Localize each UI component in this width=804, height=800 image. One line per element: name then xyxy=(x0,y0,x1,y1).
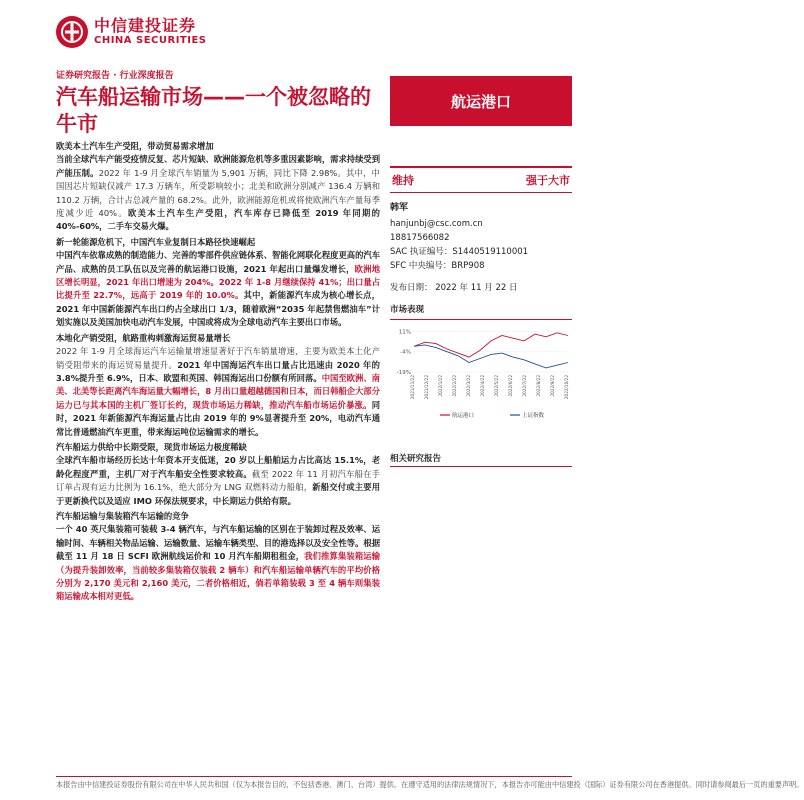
section-1 xyxy=(56,140,380,234)
x-tick-label: 2021/12/22 xyxy=(424,375,429,400)
paragraph-segment: 欧美本土汽车生产受阻，汽车库存已降低至 2019 年同期的 40%-60%，二手车交易火爆。 xyxy=(56,208,380,232)
rating-label: 维持 xyxy=(392,174,414,187)
x-tick-label: 2022/3/22 xyxy=(466,375,471,397)
sidebar xyxy=(390,166,572,419)
series-line xyxy=(414,333,568,357)
section-2 xyxy=(56,236,380,330)
section-paragraph xyxy=(56,345,380,439)
brand-header xyxy=(56,10,207,54)
x-tick-label: 2022/8/22 xyxy=(536,375,541,397)
brand-logo-icon xyxy=(56,16,88,48)
analyst-sac: SAC 执证编号：S1440519110001 xyxy=(390,247,529,257)
brand-name-en: CHINA SECURITIES xyxy=(94,35,207,46)
x-tick-label: 2022/1/22 xyxy=(438,375,443,397)
x-tick-label: 2021/11/22 xyxy=(410,375,415,400)
analyst-sfc: SFC 中央编号：BRP908 xyxy=(390,261,485,271)
report-title: 汽车船运输市场——一个被忽略的牛市 xyxy=(56,85,371,136)
paragraph-segment: 欧洲地区增长明显，2021 年出口增速为 204%。2022 年 1-8 月继续保持 41%；出口量占比提升至 22.7%，远高于 2019 年的 10.0%。 xyxy=(56,263,380,301)
rating-bar xyxy=(390,166,572,193)
paragraph-segment: 新船交付或主要用于更新换代以及适应 IMO 环保法规要求，中长期运力供给有限。 xyxy=(56,482,380,506)
brand-name-cn: 中信建投证券 xyxy=(94,16,197,35)
paragraph-segment: 全球汽车船市场经历长达十年资本开支低迷，20 岁以上船舶运力占比高达 15.1%，老龄化程度严重，主机厂对于汽车船安全性要求较高。 xyxy=(56,455,380,479)
section-paragraph xyxy=(56,454,380,508)
x-tick-label: 2022/10/22 xyxy=(564,375,569,400)
paragraph-segment: 中国汽车依靠成熟的制造能力、完善的零部件供应链体系、智能化网联化程度更高的汽车产品、成熟的员工队伍以及完善的航运港口设施，2021 年起出口量爆发增长， xyxy=(56,250,380,274)
report-body xyxy=(56,140,380,606)
y-tick-label: -4% xyxy=(400,349,411,356)
paragraph-segment: 中国至欧洲、南美、北美等长距离汽车海运量大幅增长，8 月出口量超越德国和日本，而日韩船企大部分运力已与其本国的主机厂签订长约，现货市场运力稀缺，推动汽车船市场运价暴涨。 xyxy=(56,372,380,410)
section-heading: 汽车船运输与集装箱汽车运输的竞争 xyxy=(56,510,189,521)
x-tick-label: 2022/6/22 xyxy=(508,375,513,397)
x-tick-label: 2022/4/22 xyxy=(480,375,485,397)
paragraph-segment: 当前全球汽车产能受疫情反复、芯片短缺、欧洲能源危机等多重因素影响，需求持续受到产能压制。 xyxy=(56,154,380,178)
section-heading: 本地化产销受阻，航路重构刺激海运贸易量增长 xyxy=(56,332,231,343)
section-5 xyxy=(56,510,380,604)
section-paragraph xyxy=(56,523,380,603)
footer-disclaimer: 本报告由中信建投证券股份有限公司在中华人民共和国（仅为本报告目的，不包括香港、澳门、台湾）提供。在遵守适用的法律法规情况下，本报告亦可能由中信建投（国际）证券有限公司在香港提供。同时请参阅最后一页的重要声明。 xyxy=(56,776,572,790)
paragraph-segment: 截至 2022 年 11 月初汽车船在手订单占现有运力比例为 16.1%，绝大部分为 LNG 双燃料动力船舶， xyxy=(56,468,380,493)
analyst-email[interactable]: hanjunbj@csc.com.cn xyxy=(390,219,483,229)
section-heading: 汽车船运力供给中长期受限，现货市场运力极度稀缺 xyxy=(56,441,247,452)
chart-svg xyxy=(390,320,572,420)
y-tick-label: -19% xyxy=(396,370,411,376)
paragraph-segment: 2022 年 1-9 月全球汽车销量为 5,901 万辆，同比下降 2.98%。其中，中国因芯片短缺仅减产 17.3 万辆车，所受影响较小；北美和欧洲分别减产 136.4 万辆和 110.2 万辆，合计占总减产量的 68.2%。此外，欧洲能源危机或将使欧洲汽车产量每季度减少近 40%。 xyxy=(56,167,380,219)
paragraph-segment: 2022 年 1-9 月全球海运汽车运输量增速显著好于汽车销量增速，主要为欧美本土化产销受阻带来的海运贸易量提升。 xyxy=(56,346,380,370)
analyst-info xyxy=(390,201,572,273)
x-tick-label: 2022/5/22 xyxy=(494,375,499,397)
legend-label: 航运港口 xyxy=(452,413,475,419)
market-performance-chart xyxy=(390,319,572,419)
section-paragraph xyxy=(56,249,380,329)
publish-date: 发布日期： 2022 年 11 月 22 日 xyxy=(390,283,518,293)
x-tick-label: 2022/2/22 xyxy=(452,375,457,397)
section-3 xyxy=(56,332,380,439)
paragraph-segment: 一个 40 英尺集装箱可装载 3-4 辆汽车，与汽车船运输的区别在于装卸过程及效率、运输时间、车辆相关物品运输、运输数量、运输车辆类型、目的港选择以及安全性等。根据截至 11 月 18 日 SCFI 欧洲航线运价和 10 月汽车船期租租金， xyxy=(56,524,380,562)
report-type: 证券研究报告 · 行业深度报告 xyxy=(56,71,174,81)
section-paragraph xyxy=(56,153,380,233)
rating-value: 强于大市 xyxy=(526,174,570,187)
analyst-phone: 18817566082 xyxy=(390,233,450,243)
section-4 xyxy=(56,441,380,508)
paragraph-segment: 同时，2021 年新能源汽车海运量占比由 2019 年的 9%显著提升至 20%，电动汽车通常比普通燃油汽车更重，带来海运吨位运输需求的增长。 xyxy=(56,399,380,437)
x-tick-label: 2022/9/22 xyxy=(550,375,555,397)
section-heading: 新一轮能源危机下，中国汽车业复制日本路径快速崛起 xyxy=(56,236,256,247)
analyst-name: 韩军 xyxy=(390,203,409,213)
paragraph-segment: 我们推算集装箱运输（为提升装卸效率，当前较多集装箱仅装载 2 辆车）和汽车船运输单辆汽车的平均价格分别为 2,170 美元和 2,160 美元，二者价格相近，倘若单箱装载 3 至 4 辆车则集装箱运输成本相对更低。 xyxy=(56,551,380,602)
paragraph-segment: 其中，新能源汽车成为核心增长点，2021 年中国新能源汽车出口约占全球出口 1/3，随着欧洲“2035 年起禁售燃油车”计划实施以及美国加快电动汽车发展，中国或将成为全球电动汽车主要出口市场。 xyxy=(56,290,380,328)
legend-label: 上证指数 xyxy=(522,413,545,419)
paragraph-segment: 2021 年中国海运汽车出口量占比迅速由 2020 年的 3.8%提升至 6.9%，日本、欧盟和英国、韩国海运出口份额有所回落。 xyxy=(56,359,380,383)
series-line xyxy=(414,345,568,368)
sector-badge: 航运港口 xyxy=(390,76,572,126)
chart-title: 市场表现 xyxy=(390,305,425,315)
x-tick-label: 2022/7/22 xyxy=(522,375,527,397)
related-reports-title: 相关研究报告 xyxy=(390,452,572,467)
section-heading: 欧美本土汽车生产受阻，带动贸易需求增加 xyxy=(56,141,214,151)
y-tick-label: 11% xyxy=(398,329,411,336)
